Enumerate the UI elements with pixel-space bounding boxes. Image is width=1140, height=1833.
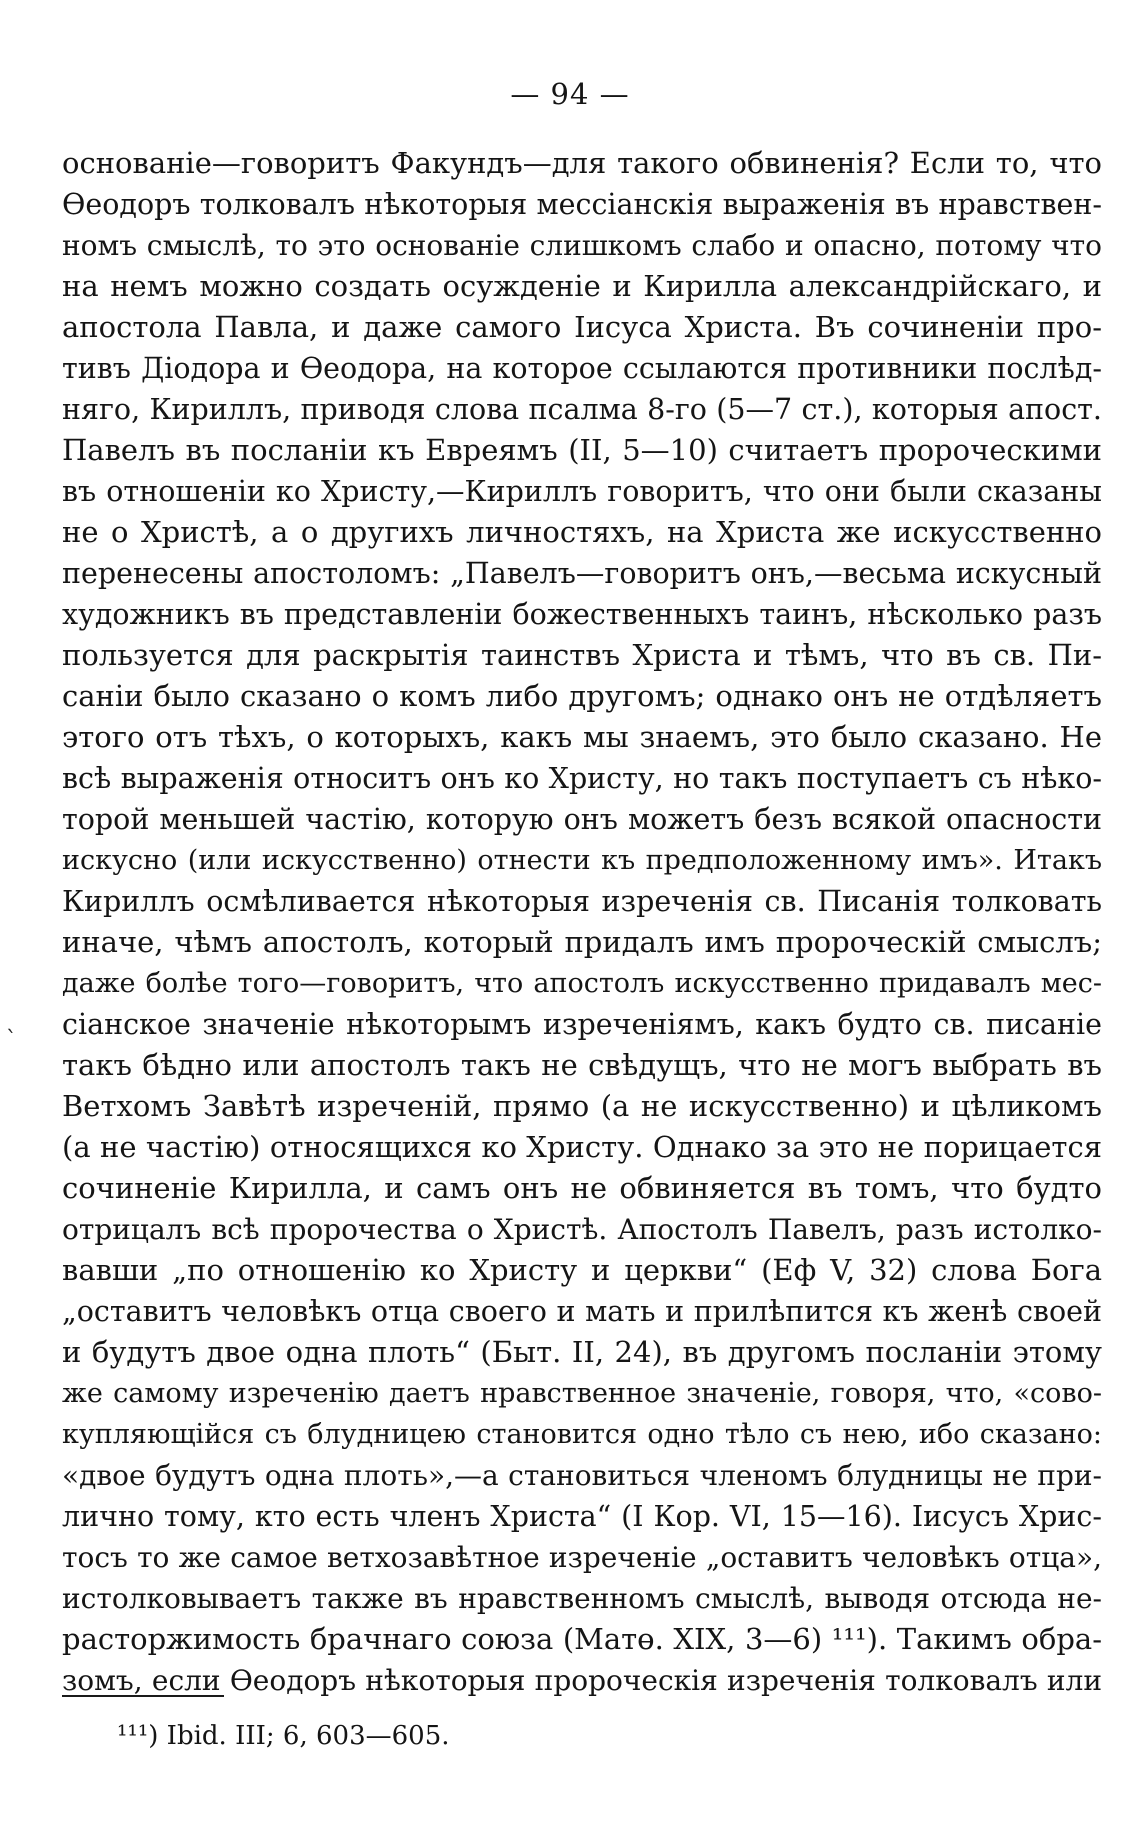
text-line: въ отношеніи ко Христу,—Кириллъ говоритъ, что они были сказаны [62,475,1102,508]
text-line: даже болѣе того—говоритъ, что апостолъ искусственно придавалъ мес- [62,968,1102,999]
text-line: Кириллъ осмѣливается нѣкоторыя изреченія св. Писанія толковать [62,885,1102,918]
text-line: истолковываетъ также въ нравственномъ смыслѣ, выводя отсюда не- [62,1582,1102,1615]
text-line: этого отъ тѣхъ, о которыхъ, какъ мы знаемъ, это было сказано. Не [62,720,1102,754]
text-line: вавши „по отношенію ко Христу и церкви“ (Еф V, 32) слова Бога [62,1253,1102,1287]
text-line: иначе, чѣмъ апостолъ, который придалъ имъ пророческій смыслъ; [62,925,1102,959]
text-line: основаніе—говоритъ Факундъ—для такого обвиненія? Если то, что [62,146,1102,180]
text-line: «двое будутъ одна плоть»,—а становиться членомъ блудницы не при- [62,1459,1102,1492]
text-line: торой меньшей частію, которую онъ можетъ безъ всякой опасности [62,803,1102,836]
footnote-rule [62,1695,224,1697]
text-line: купляющійся съ блудницею становится одно тѣло съ нею, ибо сказано: [62,1419,1102,1450]
text-line: на немъ можно создать осужденіе и Кирилла александрійскаго, и [62,269,1102,303]
body-text [62,143,1102,1701]
text-line: лично тому, кто есть членъ Христа“ (I Кор. VI, 15—16). Іисусъ Хрис- [62,1500,1102,1533]
text-line: и будутъ двое одна плоть“ (Быт. II, 24), въ другомъ посланіи этому [62,1335,1102,1369]
text-line: зомъ, если Өеодоръ нѣкоторыя пророческія изреченія толковалъ или [62,1664,1102,1697]
text-line: сіанское значеніе нѣкоторымъ изреченіямъ, какъ будто св. писаніе [62,1008,1102,1041]
text-line: всѣ выраженія относитъ онъ ко Христу, но такъ поступаетъ съ нѣко- [62,762,1102,795]
footnote: ¹¹¹) Ibid. III; 6, 603—605. [117,1721,450,1751]
text-line: художникъ въ представленіи божественныхъ таинъ, нѣсколько разъ [62,598,1102,631]
text-line: не о Христѣ, а о другихъ личностяхъ, на Христа же искусственно [62,515,1102,549]
text-line: Ветхомъ Завѣтѣ изреченій, прямо (а не искусственно) и цѣликомъ [62,1089,1102,1123]
margin-mark: ` [6,1028,17,1053]
text-line: искусно (или искусственно) отнести къ предположенному имъ». Итакъ [62,845,1102,876]
page-number: — 94 — [510,77,630,111]
text-line: Өеодоръ толковалъ нѣкоторыя мессіанскія выраженія въ нравствен- [62,188,1102,221]
text-line: такъ бѣдно или апостолъ такъ не свѣдущъ, что не могъ выбрать въ [62,1048,1102,1082]
text-line: перенесены апостоломъ: „Павелъ—говоритъ онъ,—весьма искусный [62,557,1102,590]
text-line: тивъ Діодора и Өеодора, на которое ссылаются противники послѣд- [62,352,1102,385]
text-line: номъ смыслѣ, то это основаніе слишкомъ слабо и опасно, потому что [62,229,1102,262]
text-line: Павелъ въ посланіи къ Евреямъ (II, 5—10) считаетъ пророческими [62,433,1102,467]
text-line: (а не частію) относящихся ко Христу. Однако за это не порицается [62,1130,1102,1164]
text-line: апостола Павла, и даже самого Іисуса Христа. Въ сочиненіи про- [62,310,1102,344]
text-line: сочиненіе Кирилла, и самъ онъ не обвиняется въ томъ, что будто [62,1171,1102,1205]
text-line: расторжимость брачнаго союза (Матө. XIX, 3—6) ¹¹¹). Такимъ обра- [62,1622,1102,1656]
text-line: „оставитъ человѣкъ отца своего и мать и прилѣпится къ женѣ своей [62,1295,1102,1328]
text-line: же самому изреченію даетъ нравственное значеніе, говоря, что, «сово- [62,1378,1102,1409]
text-line: няго, Кириллъ, приводя слова псалма 8-го (5—7 ст.), которыя апост. [62,393,1102,426]
text-line: отрицалъ всѣ пророчества о Христѣ. Апостолъ Павелъ, разъ истолко- [62,1213,1102,1246]
text-line: саніи было сказано о комъ либо другомъ; однако онъ не отдѣляетъ [62,679,1102,713]
text-line: тосъ то же самое ветхозавѣтное изреченіе „оставитъ человѣкъ отца», [62,1541,1102,1574]
text-line: пользуется для раскрытія таинствъ Христа и тѣмъ, что въ св. Пи- [62,638,1102,672]
